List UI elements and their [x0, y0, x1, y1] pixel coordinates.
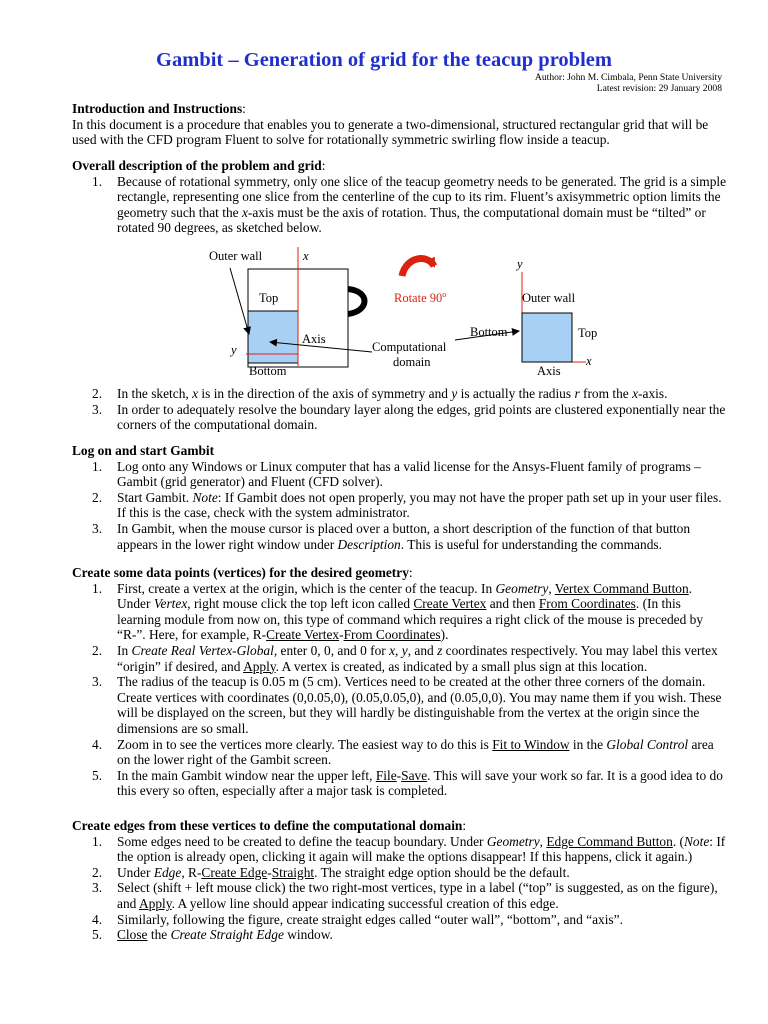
login-section — [72, 443, 728, 552]
computational-label-line1: Computational — [372, 340, 447, 354]
list-item: 5. In the main Gambit window near the upper left, File-Save. This will save your work so far. It is a good idea to do this every so often, especially after a major task is completed. — [92, 767, 723, 799]
overall-section — [72, 158, 728, 236]
list-item: 4. Zoom in to see the vertices more clearly. The easiest way to do this is Fit to Window in the Global Control area on the lower right of the Gambit screen. — [92, 736, 714, 768]
page-title: Gambit – Generation of grid for the teacup problem — [156, 49, 612, 71]
computational-domain-right — [522, 313, 572, 362]
list-item: 2. In the sketch, x is in the direction of the axis of symmetry and y is actually the radius r from the x-axis. — [92, 386, 668, 401]
overall-heading: Overall description of the problem and grid: — [72, 158, 326, 173]
intro-text: In this document is a procedure that enables you to generate a two-dimensional, structured rectangular grid that will be used with the CFD program Fluent to solve for rotationally symmetric swirling flow inside a teacup. — [72, 116, 709, 148]
axis-label-right: Axis — [537, 364, 561, 378]
teacup-figure — [0, 244, 768, 380]
bottom-label-left: Bottom — [249, 364, 287, 378]
outer-wall-pointer — [230, 268, 249, 334]
intro-heading: Introduction and Instructions: — [72, 101, 246, 116]
list-item: 2. In Create Real Vertex-Global, enter 0, 0, and 0 for x, y, and z coordinates respectively. You may label this vertex “origin” if desired, and Apply. A vertex is created, as indicated by a small plus sign at this location. — [92, 642, 718, 674]
x-label-right: x — [586, 354, 592, 368]
list-item: 1. Some edges need to be created to define the teacup boundary. Under Geometry, Edge Command Button. (Note: If the option is already open, clicking it again will make the options disappear! If this happens, click it again.) — [92, 833, 726, 865]
x-label-left: x — [303, 249, 309, 263]
list-item: 3. In Gambit, when the mouse cursor is placed over a button, a short description of the function of that button appears in the lower right window under Description. This is useful for understanding the commands. — [92, 520, 691, 552]
list-item: 4. Similarly, following the figure, create straight edges called “outer wall”, “bottom”, and “axis”. — [92, 911, 623, 927]
outer-wall-label-right: Outer wall — [522, 291, 576, 305]
intro-section — [72, 101, 728, 148]
list-item: 1. Log onto any Windows or Linux computer that has a valid license for the Ansys-Fluent family of programs – Gambit (grid generator) and Fluent (CFD solver). — [92, 458, 701, 490]
outer-wall-label-left: Outer wall — [209, 249, 263, 263]
y-label-right: y — [517, 257, 523, 271]
revision-line: Latest revision: 29 January 2008 — [596, 83, 722, 94]
axis-label-left: Axis — [302, 332, 326, 346]
list-item: 3. Select (shift + left mouse click) the two right-most vertices, type in a label (“top” is suggested, as on the figure), and Apply. A yellow line should appear indicating successful creation of this edge. — [92, 880, 718, 911]
top-label-left: Top — [259, 291, 279, 305]
list-item: 1. Because of rotational symmetry, only one slice of the teacup geometry needs to be generated. The grid is a simple rectangle, representing one slice from the centerline of the cup to its rim. Fluent’s axisymmetric option limits the geometry such that the x-axis must be the axis of rotation. Thus, the computational domain must be “tilted” or rotated 90 degrees, as sketched below. — [92, 173, 727, 236]
edges-section — [72, 818, 728, 943]
list-item: 5. Close the Create Straight Edge window. — [92, 927, 333, 943]
list-item: 2. Start Gambit. Note: If Gambit does not open properly, you may not have the proper path set up in your user files. If this is the case, check with the system administrator. — [92, 489, 722, 521]
login-heading: Log on and start Gambit — [72, 443, 215, 458]
list-item: 3. In order to adequately resolve the boundary layer along the edges, grid points are clustered exponentially near the corners of the computational domain. — [92, 401, 726, 433]
author-line: Author: John M. Cimbala, Penn State University — [534, 72, 722, 83]
computational-label-line2: domain — [393, 355, 431, 369]
top-label-right: Top — [578, 326, 598, 340]
computational-domain-left — [248, 311, 298, 363]
edges-heading: Create edges from these vertices to define the computational domain: — [72, 818, 467, 833]
vertices-heading: Create some data points (vertices) for the desired geometry: — [72, 565, 413, 580]
y-label-left: y — [231, 343, 237, 357]
teacup-handle — [348, 289, 365, 314]
overall-section-continued — [72, 386, 728, 433]
list-item: 2. Under Edge, R-Create Edge-Straight. The straight edge option should be the default. — [92, 864, 570, 880]
rotate-label: Rotate 90$^o$ — [394, 290, 447, 305]
vertices-section — [72, 565, 728, 799]
list-item: 3. The radius of the teacup is 0.05 m (5 cm). Vertices need to be created at the other three corners of the domain. Create vertices with coordinates (0,0.05,0), (0.05,0.05,0), and (0.05,0,0). You may name them if you wish. These will be displayed on the screen, but they will hardly be distinguishable from the vertex at the origin since the dimensions are so small. — [92, 674, 722, 736]
bottom-label-right: Bottom — [470, 325, 508, 339]
list-item: 1. First, create a vertex at the origin, which is the center of the teacup. In Geometry, Vertex Command Button. Under Vertex, right mouse click the top left icon called Create Vertex and then From Coordinates. (In this learning module from now on, this type of command which requires a right click of the mouse is preceded by “R-”. Here, for example, R-Create Vertex-From Coordinates). — [92, 580, 704, 643]
rotate-arrow-icon — [402, 259, 434, 276]
